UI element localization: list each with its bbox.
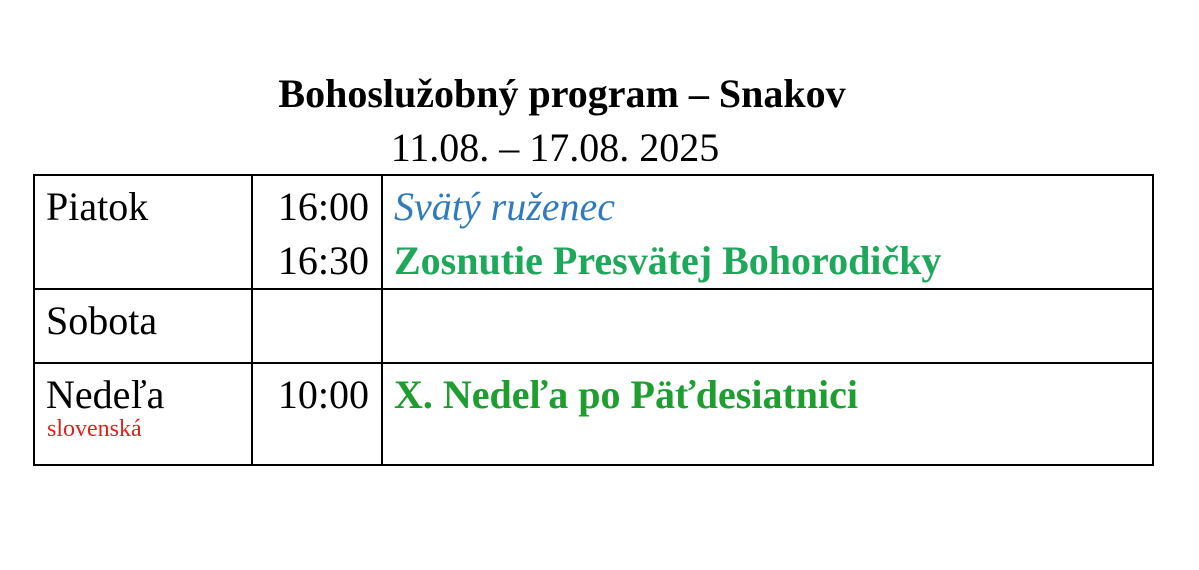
event-rosary: Svätý ruženec — [394, 184, 616, 229]
event-sunday-liturgy: X. Nedeľa po Päťdesiatnici — [394, 372, 859, 417]
time-cell — [252, 289, 382, 363]
event-cell — [382, 363, 1153, 465]
time-cell — [252, 363, 382, 465]
event-liturgy: Zosnutie Presvätej Bohorodičky — [394, 238, 942, 283]
time-cell — [252, 175, 382, 289]
table-row-friday — [34, 175, 1153, 289]
table-row-saturday — [34, 289, 1153, 363]
day-label: Nedeľa — [46, 372, 165, 417]
service-time: 16:00 — [277, 184, 369, 229]
page-title: Bohoslužobný program – Snakov — [278, 71, 846, 116]
day-label: Sobota — [46, 298, 158, 343]
service-time: 16:30 — [277, 238, 369, 283]
language-note: slovenská — [47, 416, 142, 442]
day-cell — [34, 289, 252, 363]
day-label: Piatok — [46, 184, 149, 229]
date-range: 11.08. – 17.08. 2025 — [390, 125, 720, 170]
service-time: 10:00 — [277, 372, 369, 417]
day-cell — [34, 175, 252, 289]
schedule-table — [33, 174, 1154, 466]
day-cell — [34, 363, 252, 465]
event-cell — [382, 175, 1153, 289]
table-row-sunday — [34, 363, 1153, 465]
event-cell — [382, 289, 1153, 363]
